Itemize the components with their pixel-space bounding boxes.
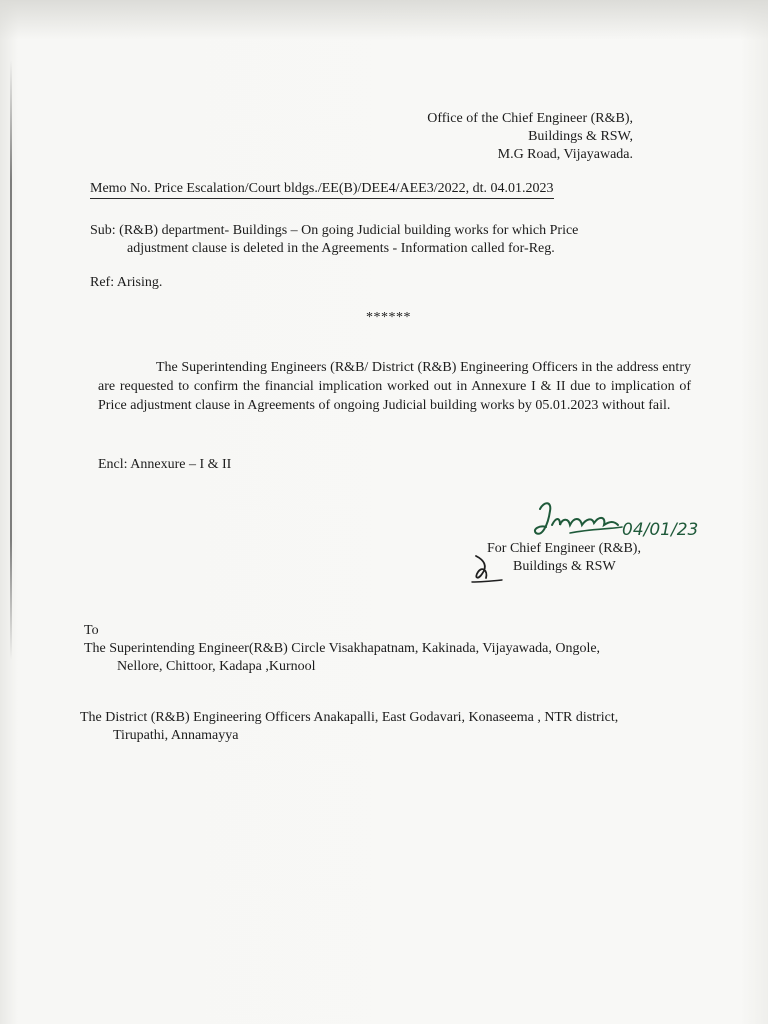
subject-block xyxy=(90,222,694,258)
addressee-1-line-1: The Superintending Engineer(R&B) Circle Visakhapatnam, Kakinada, Vijayawada, Ongole, xyxy=(84,641,601,656)
addressee-superintending-engineers xyxy=(84,640,684,676)
enclosure-line: Encl: Annexure – I & II xyxy=(98,457,232,472)
subject-line-1: Sub: (R&B) department- Buildings – On going Judicial building works for which Price xyxy=(90,223,579,238)
body-paragraph: The Superintending Engineers (R&B/ District (R&B) Engineering Officers in the address entry are requested to confirm the financial implication worked out in Annexure I & II due to implication of Price adjustment clause in Agreements of ongoing Judicial building works by 05.01.2023 without fail. xyxy=(98,360,691,413)
scan-top-shadow xyxy=(0,0,768,40)
signatory-block xyxy=(487,540,641,576)
addressee-district-engineering-officers xyxy=(80,709,700,745)
signatory-line-2: Buildings & RSW xyxy=(513,559,616,574)
signature-date: 04/01/23 xyxy=(622,520,699,540)
office-address-block xyxy=(0,110,633,164)
subject-line-2: adjustment clause is deleted in the Agreements - Information called for-Reg. xyxy=(127,241,555,256)
office-line-1: Office of the Chief Engineer (R&B), xyxy=(427,111,633,126)
addressee-2-line-1: The District (R&B) Engineering Officers Anakapalli, East Godavari, Konaseema , NTR district, xyxy=(80,710,619,725)
memo-number: Memo No. Price Escalation/Court bldgs./EE(B)/DEE4/AEE3/2022, dt. 04.01.2023 xyxy=(90,180,554,199)
addressee-1-line-2: Nellore, Chittoor, Kadapa ,Kurnool xyxy=(117,659,316,674)
office-line-3: M.G Road, Vijayawada. xyxy=(497,147,633,162)
addressee-2-line-2: Tirupathi, Annamayya xyxy=(113,728,239,743)
signatory-line-1: For Chief Engineer (R&B), xyxy=(487,541,641,556)
office-line-2: Buildings & RSW, xyxy=(528,129,633,144)
to-label: To xyxy=(84,623,99,638)
separator-stars: ****** xyxy=(366,310,411,325)
reference-line: Ref: Arising. xyxy=(90,275,163,290)
